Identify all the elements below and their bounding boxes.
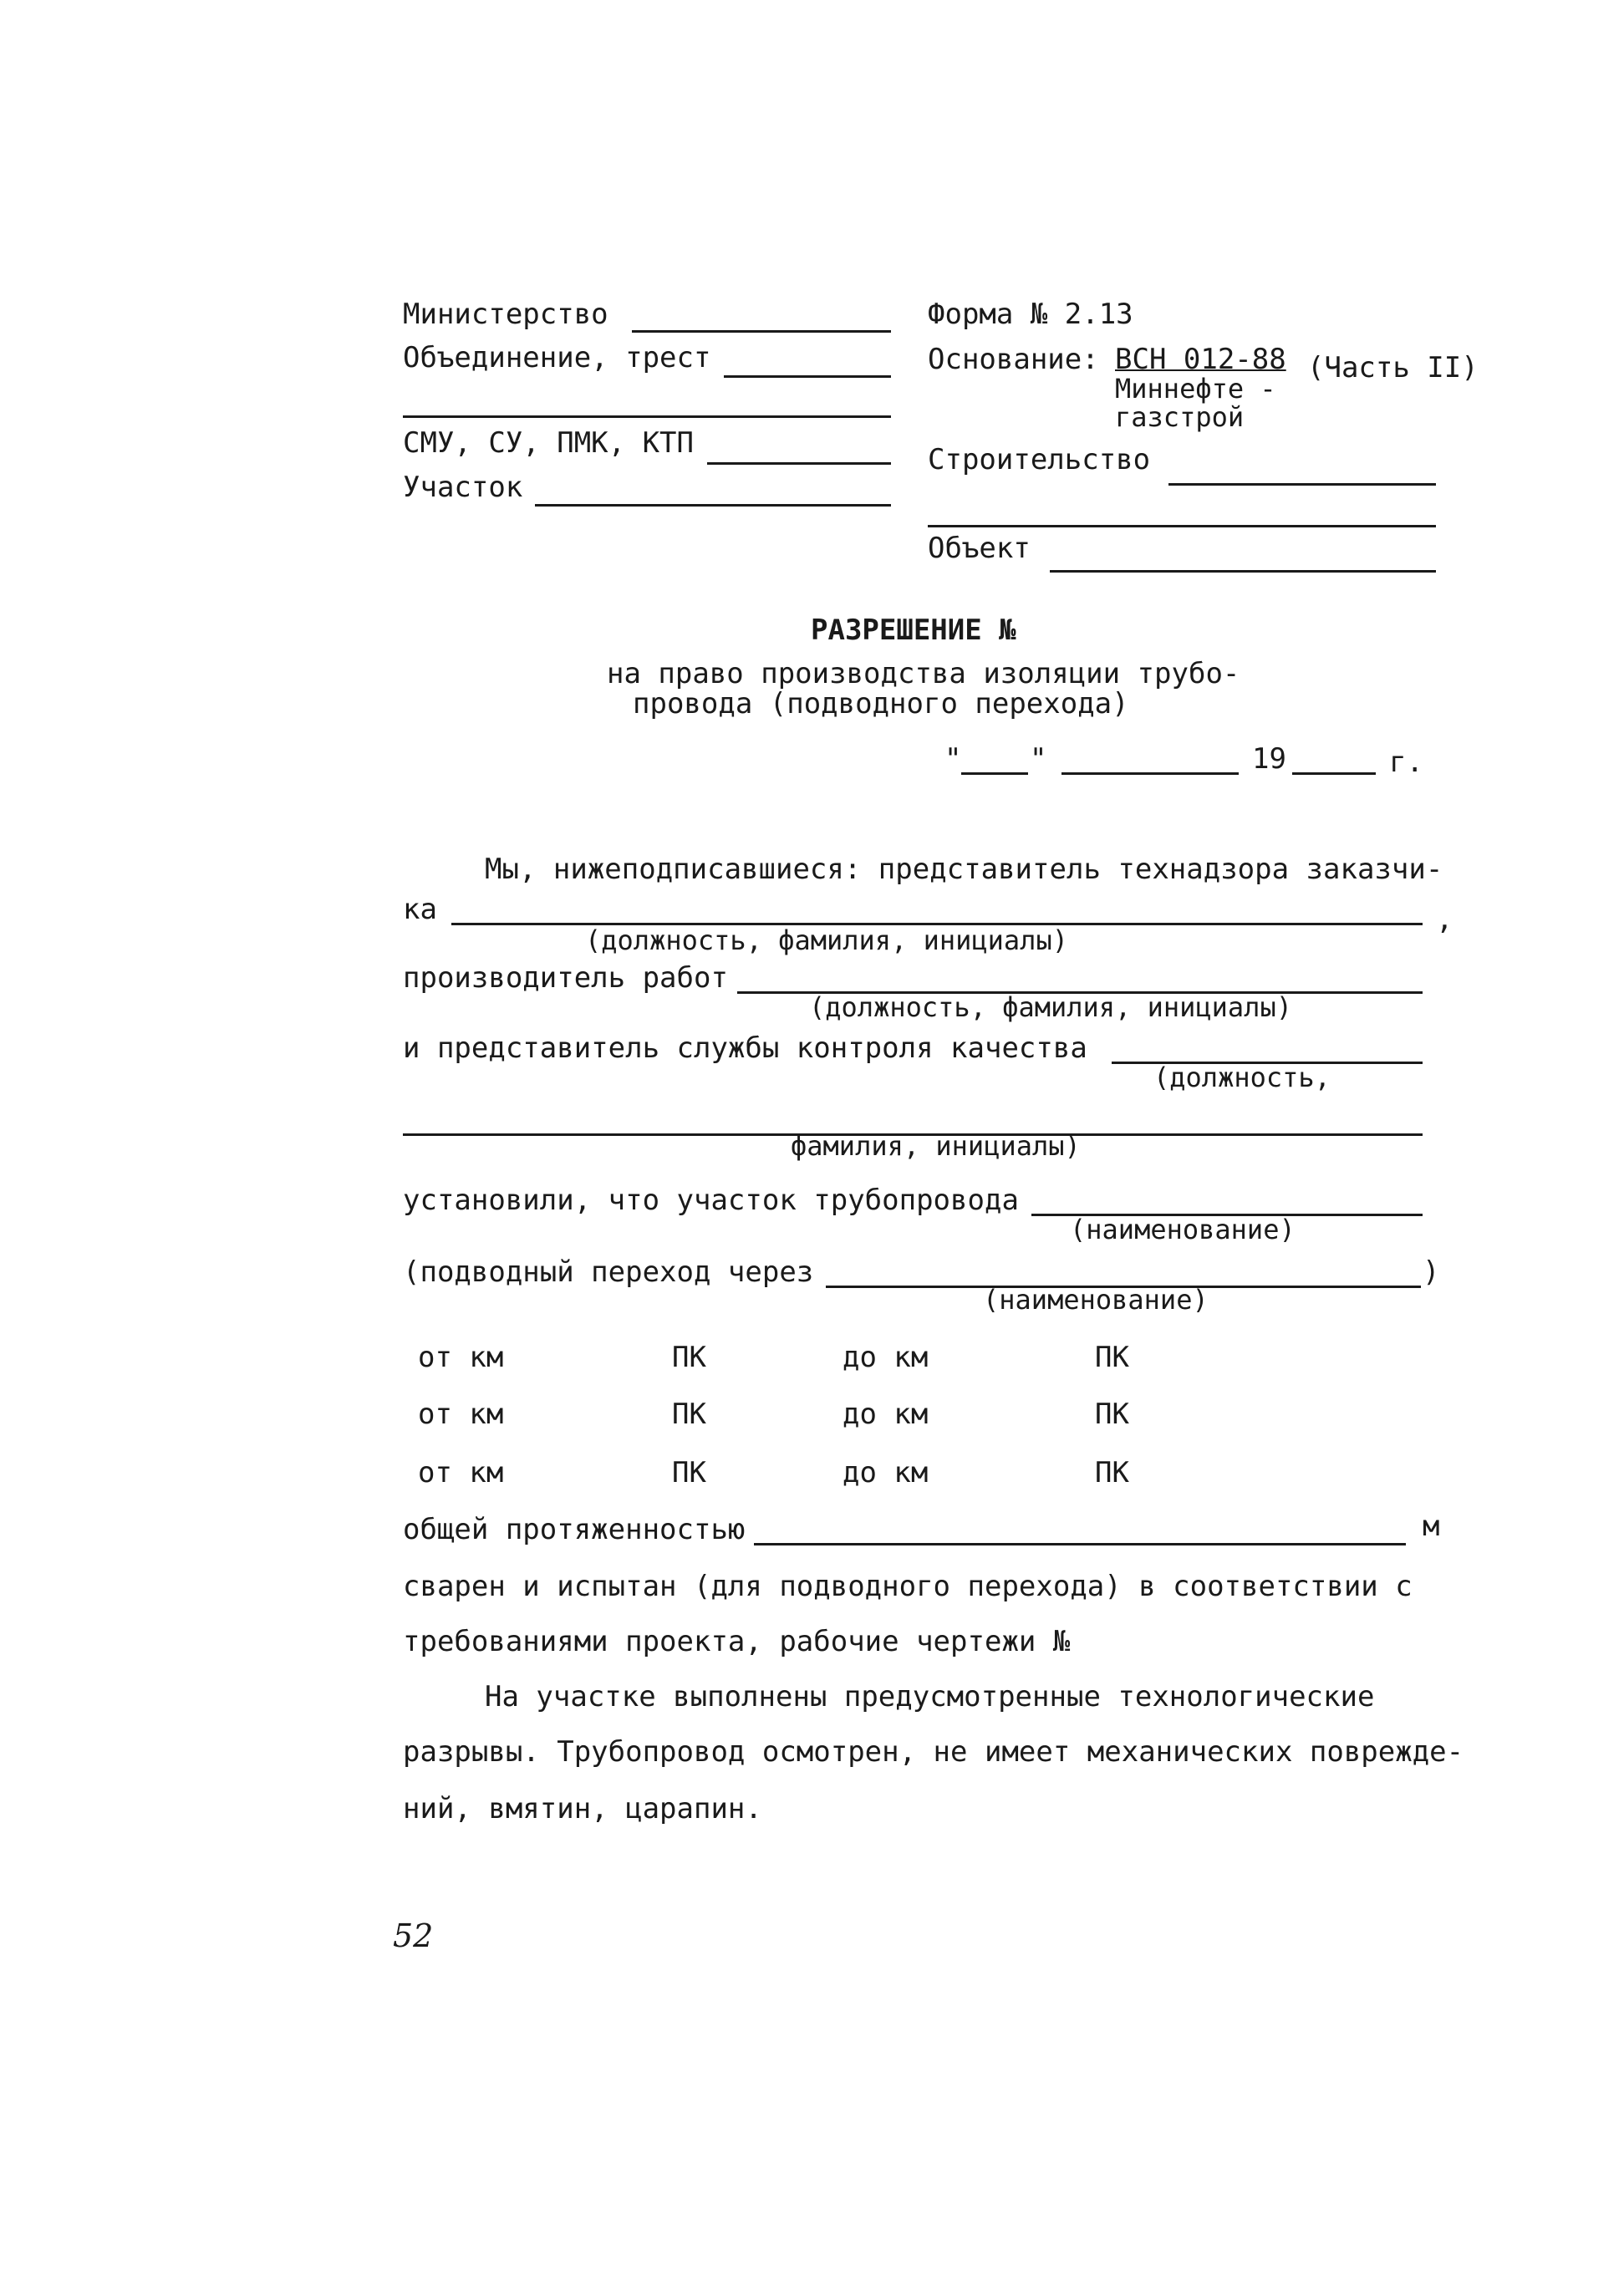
association-label: Объединение, трест — [403, 341, 711, 374]
foreman-label: производитель работ — [403, 961, 728, 995]
units-label: СМУ, СУ, ПМК, КТП — [403, 426, 694, 460]
date-year-prefix: 19 — [1252, 742, 1286, 776]
established-label: установили, что участок трубопровода — [403, 1184, 1019, 1217]
to-km-label: до км — [843, 1398, 929, 1431]
basis-org-line-1: Миннефте - — [1115, 373, 1276, 405]
date-month-line[interactable] — [1061, 772, 1239, 775]
basis-document: ВСН 012-88 — [1115, 343, 1286, 376]
permit-subtitle-line-2: провода (подводного перехода) — [633, 687, 1129, 721]
customer-rep-comma: , — [1436, 903, 1453, 936]
intro-continuation: ка — [403, 893, 437, 926]
to-km-label: до км — [843, 1341, 929, 1374]
crossing-close: ) — [1423, 1255, 1440, 1289]
pk-label: ПК — [1095, 1341, 1129, 1374]
foreman-hint: (должность, фамилия, инициалы) — [809, 991, 1292, 1023]
requirements-text: требованиями проекта, рабочие чертежи № — [403, 1625, 1071, 1658]
construction-label: Строительство — [928, 443, 1151, 476]
date-day-line[interactable] — [961, 772, 1028, 775]
construction-field-line[interactable] — [1168, 483, 1436, 486]
crossing-label: (подводный переход через — [403, 1255, 814, 1289]
quality-rep-hint-name: фамилия, инициалы) — [791, 1130, 1081, 1162]
date-quote-close: " — [1030, 742, 1047, 776]
total-length-label: общей протяженностью — [403, 1513, 746, 1546]
intro-text: Мы, нижеподписавшиеся: представитель технадзора заказчи- — [485, 853, 1443, 886]
pk-label: ПК — [1095, 1398, 1129, 1431]
basis-org-line-2: газстрой — [1115, 401, 1245, 433]
paragraph-2-line-3: ний, вмятин, царапин. — [403, 1792, 762, 1825]
permit-title: РАЗРЕШЕНИЕ № — [811, 614, 1016, 647]
object-label: Объект — [928, 532, 1031, 565]
customer-rep-hint: (должность, фамилия, инициалы) — [585, 924, 1068, 956]
permit-subtitle-line-1: на право производства изоляции трубо- — [607, 657, 1240, 690]
welded-text: сварен и испытан (для подводного перехода) в соответствии с — [403, 1570, 1413, 1603]
object-field-line[interactable] — [1050, 570, 1436, 573]
paragraph-2-line-1: На участке выполнены предусмотренные технологические — [485, 1680, 1375, 1713]
ministry-label: Министерство — [403, 298, 608, 331]
quality-rep-label: и представитель службы контроля качества — [403, 1031, 1087, 1065]
total-length-unit: м — [1423, 1510, 1440, 1543]
pipeline-section-hint: (наименование) — [1070, 1214, 1296, 1245]
pk-label: ПК — [672, 1341, 706, 1374]
pk-label: ПК — [672, 1456, 706, 1489]
section-field-line[interactable] — [535, 504, 891, 507]
page-number: 52 — [393, 1917, 434, 1954]
form-number: Форма № 2.13 — [928, 298, 1133, 331]
pk-label: ПК — [672, 1398, 706, 1431]
quality-rep-hint-position: (должность, — [1153, 1062, 1331, 1093]
units-field-line[interactable] — [707, 462, 891, 465]
date-year-suffix: г. — [1389, 746, 1423, 779]
ministry-field-line[interactable] — [632, 330, 891, 333]
from-km-label: от км — [418, 1398, 504, 1431]
date-year-line[interactable] — [1292, 772, 1376, 775]
from-km-label: от км — [418, 1341, 504, 1374]
association-field-line[interactable] — [724, 375, 891, 378]
pk-label: ПК — [1095, 1456, 1129, 1489]
total-length-line[interactable] — [754, 1543, 1406, 1545]
date-quote-open: " — [944, 742, 962, 776]
crossing-hint: (наименование) — [983, 1284, 1209, 1316]
basis-label: Основание: — [928, 343, 1099, 376]
to-km-label: до км — [843, 1456, 929, 1489]
section-label: Участок — [403, 471, 523, 504]
from-km-label: от км — [418, 1456, 504, 1489]
construction-extra-line[interactable] — [928, 525, 1436, 527]
paragraph-2-line-2: разрывы. Трубопровод осмотрен, не имеет механических поврежде- — [403, 1735, 1464, 1769]
association-extra-line[interactable] — [403, 415, 891, 418]
basis-part: (Часть II) — [1307, 351, 1479, 384]
